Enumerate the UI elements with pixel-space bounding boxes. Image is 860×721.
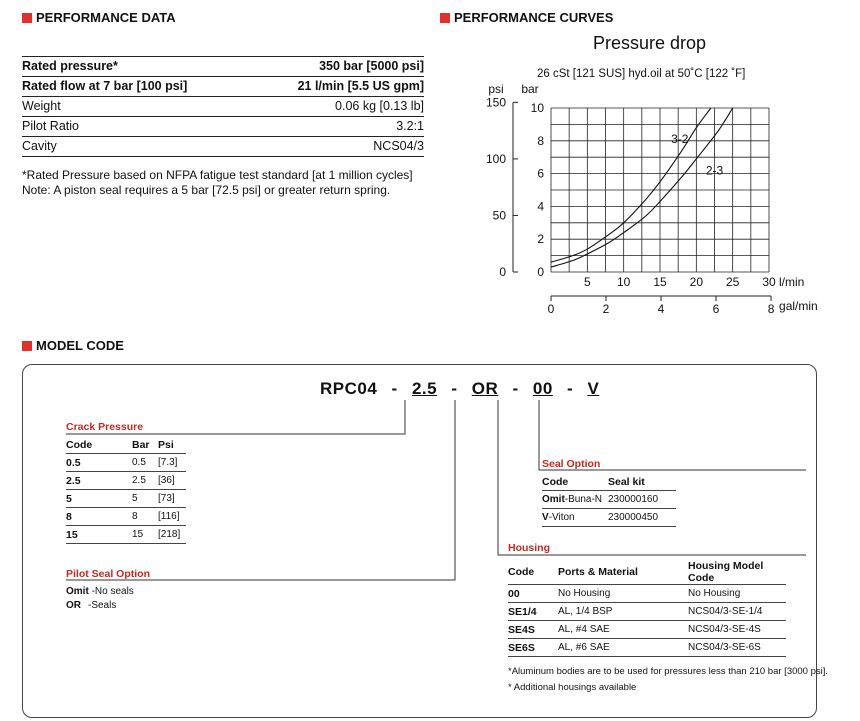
code-seal: V [587, 379, 600, 398]
psi-tick-label: 100 [485, 151, 506, 166]
table-row: Cavity NCS04/3 [22, 137, 424, 157]
table-row: SE6S AL, #6 SAE NCS04/3-SE-6S [508, 639, 786, 657]
y-tick-label: 6 [537, 166, 544, 181]
pilot-seal-list [66, 585, 150, 613]
x-tick-label: 25 [725, 275, 740, 289]
gal-tick-label: 0 [547, 302, 555, 316]
pilot-seal-title: Pilot Seal Option [66, 568, 151, 580]
y-tick-label: 0 [537, 265, 544, 279]
code-base: RPC04 [320, 379, 378, 398]
y-tick-label: 4 [537, 199, 544, 214]
table-row: Omit-Buna-N 230000160 [542, 491, 676, 509]
y-tick-label: 8 [537, 133, 544, 148]
series-label-2-3: 2-3 [705, 163, 724, 178]
y-tick-label: 10 [530, 101, 544, 115]
gal-tick-label: 2 [602, 302, 610, 316]
chart-subtitle: 26 cSt [121 SUS] hyd.oil at 50˚C [122 ˚F] [537, 68, 746, 80]
seal-option-section [542, 458, 676, 527]
code-housing: 00 [532, 379, 553, 398]
x-tick-label: 30 [762, 275, 776, 289]
list-item: OR -Seals [66, 600, 117, 611]
model-code-string: RPC04 - 2.5 - OR - 00 - V [320, 379, 600, 398]
psi-axis-label: psi [488, 82, 504, 96]
crack-pressure-title: Crack Pressure [66, 421, 144, 433]
housing-table [508, 560, 786, 657]
table-row: Weight 0.06 kg [0.13 lb] [22, 97, 424, 117]
psi-tick-label: 0 [499, 265, 506, 279]
table-row: V-Viton 230000450 [542, 509, 676, 527]
seal-option-title: Seal Option [542, 458, 601, 470]
table-row: 0.5 0.5 [7.3] [66, 454, 186, 472]
seal-option-table [542, 473, 676, 527]
table-row: 15 15 [218] [66, 526, 186, 544]
series-label-3-2: 3-2 [671, 132, 689, 147]
x-tick-label: 10 [616, 275, 631, 289]
table-row: SE1/4 AL, 1/4 BSP NCS04/3-SE-1/4 [508, 603, 786, 621]
table-row: 2.5 2.5 [36] [66, 472, 186, 490]
code-crack: 2.5 [411, 379, 438, 398]
chart-title: Pressure drop [593, 33, 707, 53]
table-row: Rated flow at 7 bar [100 psi] 21 l/min [5.5 US gpm] [22, 77, 424, 97]
table-row: 5 5 [73] [66, 490, 186, 508]
table-header: Code Ports & Material Housing Model Code [508, 560, 786, 585]
psi-tick-label: 50 [492, 208, 506, 223]
table-row: Pilot Ratio 3.2:1 [22, 117, 424, 137]
crack-pressure-section [66, 421, 186, 544]
x-tick-label: 15 [653, 275, 667, 289]
code-pilot: OR [471, 379, 499, 398]
performance-data-heading: PERFORMANCE DATA [22, 10, 176, 25]
table-header: Code Seal kit [542, 473, 676, 491]
table-row: 8 8 [116] [66, 508, 186, 526]
performance-curves-heading: PERFORMANCE CURVES [440, 10, 613, 25]
table-row: Rated pressure* 350 bar [5000 psi] [22, 56, 424, 77]
housing-title: Housing [508, 542, 550, 554]
crack-pressure-table [66, 436, 186, 544]
gal-tick-label: 4 [657, 302, 665, 316]
housing-section [508, 542, 828, 696]
x-tick-label: 5 [583, 275, 591, 289]
y-tick-label: 2 [537, 232, 544, 247]
pilot-seal-section [66, 568, 150, 613]
table-row: SE4S AL, #4 SAE NCS04/3-SE-4S [508, 621, 786, 639]
gal-tick-label: 6 [712, 302, 720, 316]
model-code-heading: MODEL CODE [22, 338, 124, 353]
table-header: Code Bar Psi [66, 436, 186, 454]
list-item: Omit -No seals [66, 586, 134, 597]
gal-axis-label: gal/min [779, 299, 818, 313]
x-tick-label: 20 [689, 275, 704, 289]
x-axis-label: l/min [779, 275, 805, 289]
y-axis-label: bar [521, 82, 539, 96]
table-row: 00 No Housing No Housing [508, 585, 786, 603]
housing-notes: *Aluminum bodies are to be used for pressures less than 210 bar [3000 psi]. * Additional housings available [508, 666, 829, 693]
gal-tick-label: 8 [767, 302, 775, 316]
psi-tick-label: 150 [485, 95, 506, 110]
performance-notes: *Rated Pressure based on NFPA fatigue test standard [at 1 million cycles] Note: A piston seal requires a 5 bar [72.5 psi] or greater return spring. [22, 168, 413, 197]
